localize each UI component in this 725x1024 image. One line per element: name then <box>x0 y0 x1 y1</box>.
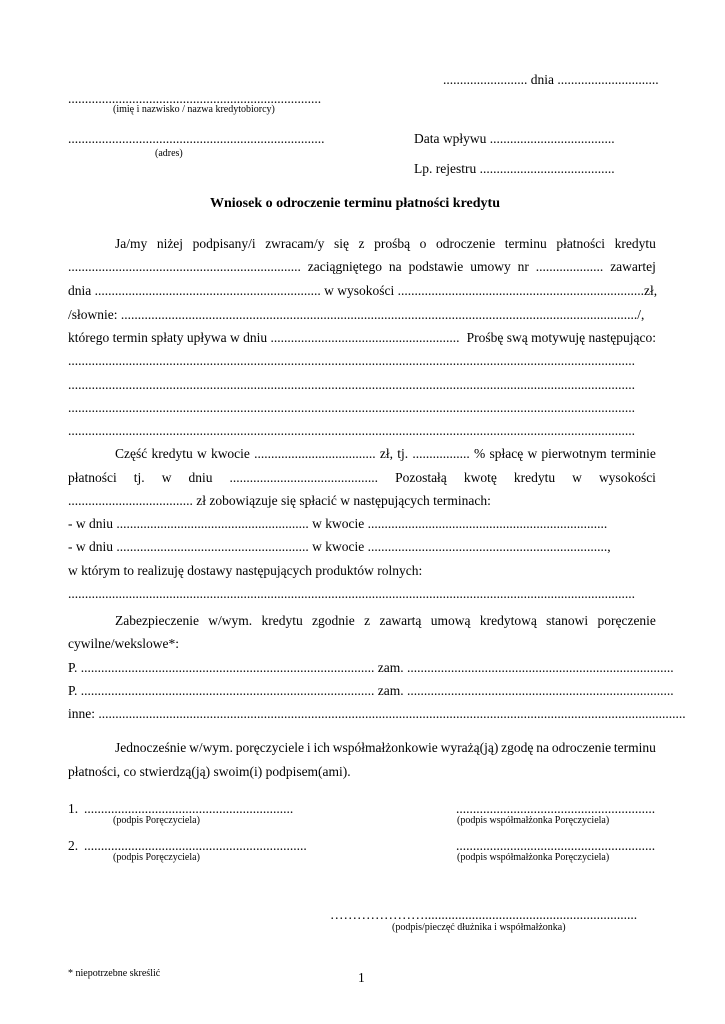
word[interactable]: ................. <box>412 446 470 461</box>
footnote: * niepotrzebne skreślić <box>68 968 161 979</box>
paragraph-4-line-2: płatności, co stwierdzą(ją) swoim(i) podpisem(ami). <box>68 764 351 779</box>
borrower-name-caption: (imię i nazwisko / nazwa kredytobiorcy) <box>113 104 275 115</box>
word: wyrażą(ją) <box>440 740 499 755</box>
paragraph-3-line-1 <box>115 613 656 629</box>
paragraph-2-line-6: w którym to realizuję dostawy następujących produktów rolnych: <box>68 563 423 578</box>
address-caption: (adres) <box>155 148 183 159</box>
signature-number-1: 1. <box>68 801 79 816</box>
word: poręczenie <box>597 613 656 628</box>
word: i <box>306 740 311 755</box>
word: tj. <box>133 470 145 485</box>
word: niżej <box>156 236 184 251</box>
installment-row-1[interactable]: - w dniu ......................................................... w kwocie ....................................................................... <box>68 516 608 531</box>
word: ich <box>313 740 330 755</box>
word: Prośbę swą motywuję następująco: <box>466 330 656 345</box>
address-line[interactable]: ............................................................................ <box>68 131 325 146</box>
paragraph-1-line-2 <box>68 259 656 275</box>
word: zł, <box>379 446 394 461</box>
word: którego termin spłaty upływa w dniu ........................................................ <box>68 330 460 345</box>
word: terminie <box>610 446 656 461</box>
word: dnia ................................................................... w wysokości ......................................................................... <box>68 283 644 298</box>
word: zaciągniętego <box>307 259 382 274</box>
word: zawartej <box>610 259 656 274</box>
word: kredytu <box>151 446 193 461</box>
word: kredytu <box>261 613 303 628</box>
word: tj. <box>397 446 409 461</box>
word: w <box>161 470 172 485</box>
guarantor-2-signature-line[interactable]: .................................................................. <box>84 838 307 853</box>
word: zawartą <box>379 613 422 628</box>
word: zgodnie <box>312 613 355 628</box>
guarantor-2-line[interactable]: P. ....................................................................................... zam. ............................................................................... <box>68 683 674 698</box>
guarantor-1-signature-caption: (podpis Poręczyciela) <box>113 815 200 826</box>
guarantor-1-line[interactable]: P. ....................................................................................... zam. ............................................................................... <box>68 660 674 675</box>
word: zgodę <box>501 740 534 755</box>
paragraph-2-line-2 <box>68 470 656 486</box>
word: wysokości <box>598 470 656 485</box>
paragraph-4-line-1 <box>115 740 656 756</box>
word: Jednocześnie <box>115 740 187 755</box>
word: Ja/my <box>115 236 148 251</box>
word: umowy <box>470 259 511 274</box>
word: z <box>364 613 371 628</box>
signature-number-2: 2. <box>68 838 79 853</box>
spouse-1-signature-line[interactable]: ........................................................... <box>456 801 656 816</box>
motivation-line-1[interactable]: ........................................................................................................................................................................ <box>68 353 635 368</box>
products-line[interactable]: ........................................................................................................................................................................ <box>68 586 635 601</box>
paragraph-1-line-1 <box>115 236 656 252</box>
word: kredytową <box>479 613 537 628</box>
word: dniu <box>188 470 213 485</box>
motivation-line-2[interactable]: ........................................................................................................................................................................ <box>68 377 635 392</box>
word: o <box>419 236 427 251</box>
word: płatności <box>68 470 117 485</box>
word: na <box>388 259 402 274</box>
word: się <box>333 236 349 251</box>
word: odroczenie <box>435 236 496 251</box>
other-security-line[interactable]: inne: .............................................................................................................................................................................. <box>68 706 686 721</box>
word: z <box>358 236 365 251</box>
word: płatności <box>556 236 606 251</box>
guarantor-2-signature-caption: (podpis Poręczyciela) <box>113 852 200 863</box>
word: w/wym. <box>189 740 233 755</box>
word: podpisany/i <box>192 236 256 251</box>
word[interactable]: .................................... <box>254 446 376 461</box>
borrower-name-line[interactable]: ........................................................................... <box>68 91 322 106</box>
paragraph-1-line-3 <box>68 283 656 299</box>
word: Część <box>115 446 148 461</box>
word[interactable]: ............................................ <box>229 470 379 485</box>
amount-in-words-line[interactable]: /słownie: ........................................................................................................................................................./, <box>68 307 645 322</box>
paragraph-3-line-2: cywilne/wekslowe*: <box>68 636 179 651</box>
word: umową <box>430 613 471 628</box>
word: w <box>572 470 582 485</box>
word: % <box>473 446 486 461</box>
spouse-2-signature-line[interactable]: ........................................................... <box>456 838 656 853</box>
spouse-2-signature-caption: (podpis współmałżonka Poręczyciela) <box>457 852 610 863</box>
word: zł, <box>644 283 658 298</box>
word[interactable]: ..................................................................... <box>68 259 301 274</box>
motivation-line-4[interactable]: ........................................................................................................................................................................ <box>68 423 635 438</box>
word: Pozostałą <box>395 470 447 485</box>
word: na <box>536 740 549 755</box>
word: zwracam/y <box>265 236 325 251</box>
word: nr <box>517 259 529 274</box>
word: w <box>196 446 207 461</box>
word: kwocie <box>210 446 250 461</box>
spouse-1-signature-caption: (podpis współmałżonka Poręczyciela) <box>457 815 610 826</box>
word: w <box>527 446 538 461</box>
paragraph-2-line-1 <box>115 446 656 462</box>
word: kredytu <box>513 470 556 485</box>
word: w/wym. <box>208 613 253 628</box>
register-number-field[interactable]: Lp. rejestru ........................................ <box>414 161 615 176</box>
received-date-field[interactable]: Data wpływu ..................................... <box>414 131 615 146</box>
guarantor-1-signature-line[interactable]: .............................................................. <box>84 801 294 816</box>
installment-row-2[interactable]: - w dniu ......................................................... w kwocie ......................................................................., <box>68 539 611 554</box>
page-number: 1 <box>358 970 365 985</box>
document-title: Wniosek o odroczenie terminu płatności kredytu <box>210 196 500 211</box>
word: odroczenie <box>551 740 612 755</box>
word: spłacę <box>489 446 524 461</box>
word: podstawie <box>408 259 464 274</box>
paragraph-2-line-3: ..................................... zł zobowiązuje się spłacić w następujących terminach: <box>68 493 491 508</box>
paragraph-1-line-5 <box>68 330 656 346</box>
word: stanowi <box>546 613 589 628</box>
date-line[interactable]: ......................... dnia .............................. <box>443 72 659 87</box>
word: kredytu <box>614 236 656 251</box>
word: terminu <box>613 740 656 755</box>
word: terminu <box>504 236 547 251</box>
word: pierwotnym <box>541 446 607 461</box>
debtor-signature-caption: (podpis/pieczęć dłużnika i współmałżonka) <box>392 922 566 933</box>
word: współmałżonkowie <box>332 740 438 755</box>
debtor-signature-line[interactable]: …………………............................................................... <box>330 907 638 922</box>
word: prośbą <box>374 236 411 251</box>
word: kwotę <box>463 470 497 485</box>
word: poręczyciele <box>235 740 304 755</box>
motivation-line-3[interactable]: ........................................................................................................................................................................ <box>68 400 635 415</box>
word: Zabezpieczenie <box>115 613 199 628</box>
word[interactable]: .................... <box>535 259 604 274</box>
